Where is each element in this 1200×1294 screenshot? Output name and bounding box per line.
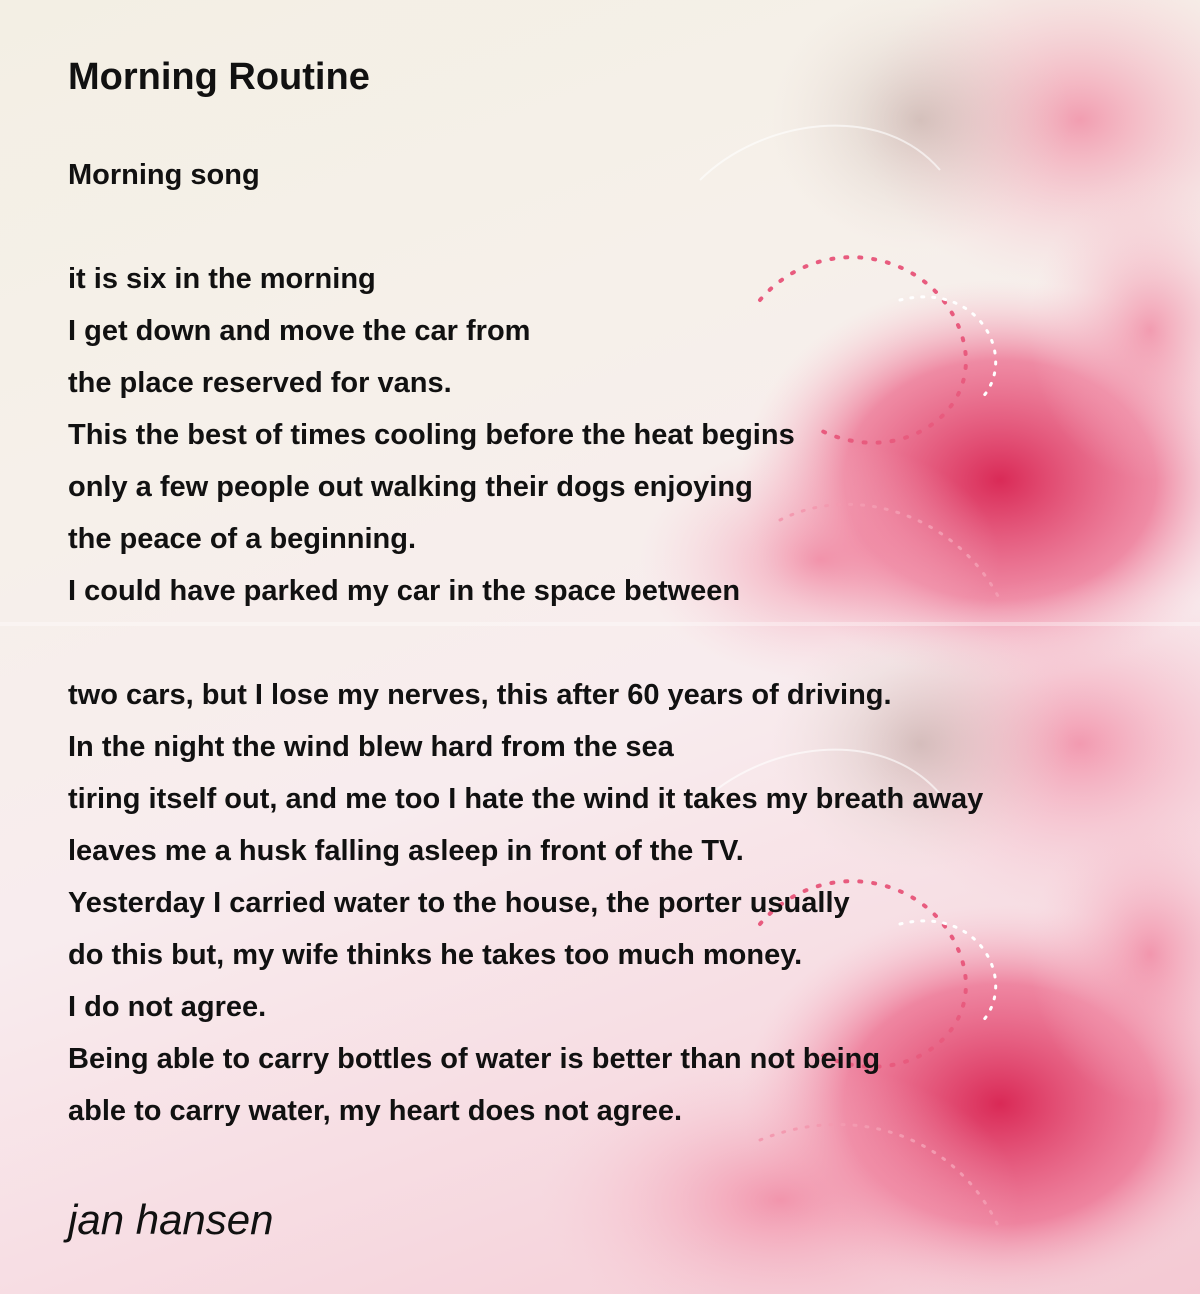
poem-line: only a few people out walking their dogs enjoying	[68, 471, 753, 503]
poem-line: leaves me a husk falling asleep in front of the TV.	[68, 835, 744, 867]
poem-line: do this but, my wife thinks he takes too much money.	[68, 939, 803, 971]
poem-line: This the best of times cooling before the heat begins	[68, 419, 795, 451]
poem-line: I get down and move the car from	[68, 315, 531, 347]
stanza-1	[68, 262, 795, 626]
poem-line: it is six in the morning	[68, 263, 376, 295]
poem-line: I could have parked my car in the space between	[68, 575, 741, 607]
poem-line: the place reserved for vans.	[68, 367, 452, 399]
poem-line: two cars, but I lose my nerves, this after 60 years of driving.	[68, 679, 892, 711]
poem-line: I do not agree.	[68, 991, 267, 1023]
poem-author: jan hansen	[68, 1196, 274, 1243]
poem-line: Being able to carry bottles of water is better than not being	[68, 1043, 881, 1075]
stanza-2	[68, 678, 983, 1146]
poem-line: able to carry water, my heart does not agree.	[68, 1095, 683, 1127]
poem-line: the peace of a beginning.	[68, 523, 417, 555]
poem-subtitle: Morning song	[68, 159, 260, 191]
poem-line: tiring itself out, and me too I hate the wind it takes my breath away	[68, 783, 984, 815]
poem-title: Morning Routine	[68, 56, 370, 98]
poem-line: Yesterday I carried water to the house, the porter usually	[68, 887, 850, 919]
poem-line: In the night the wind blew hard from the sea	[68, 731, 674, 763]
